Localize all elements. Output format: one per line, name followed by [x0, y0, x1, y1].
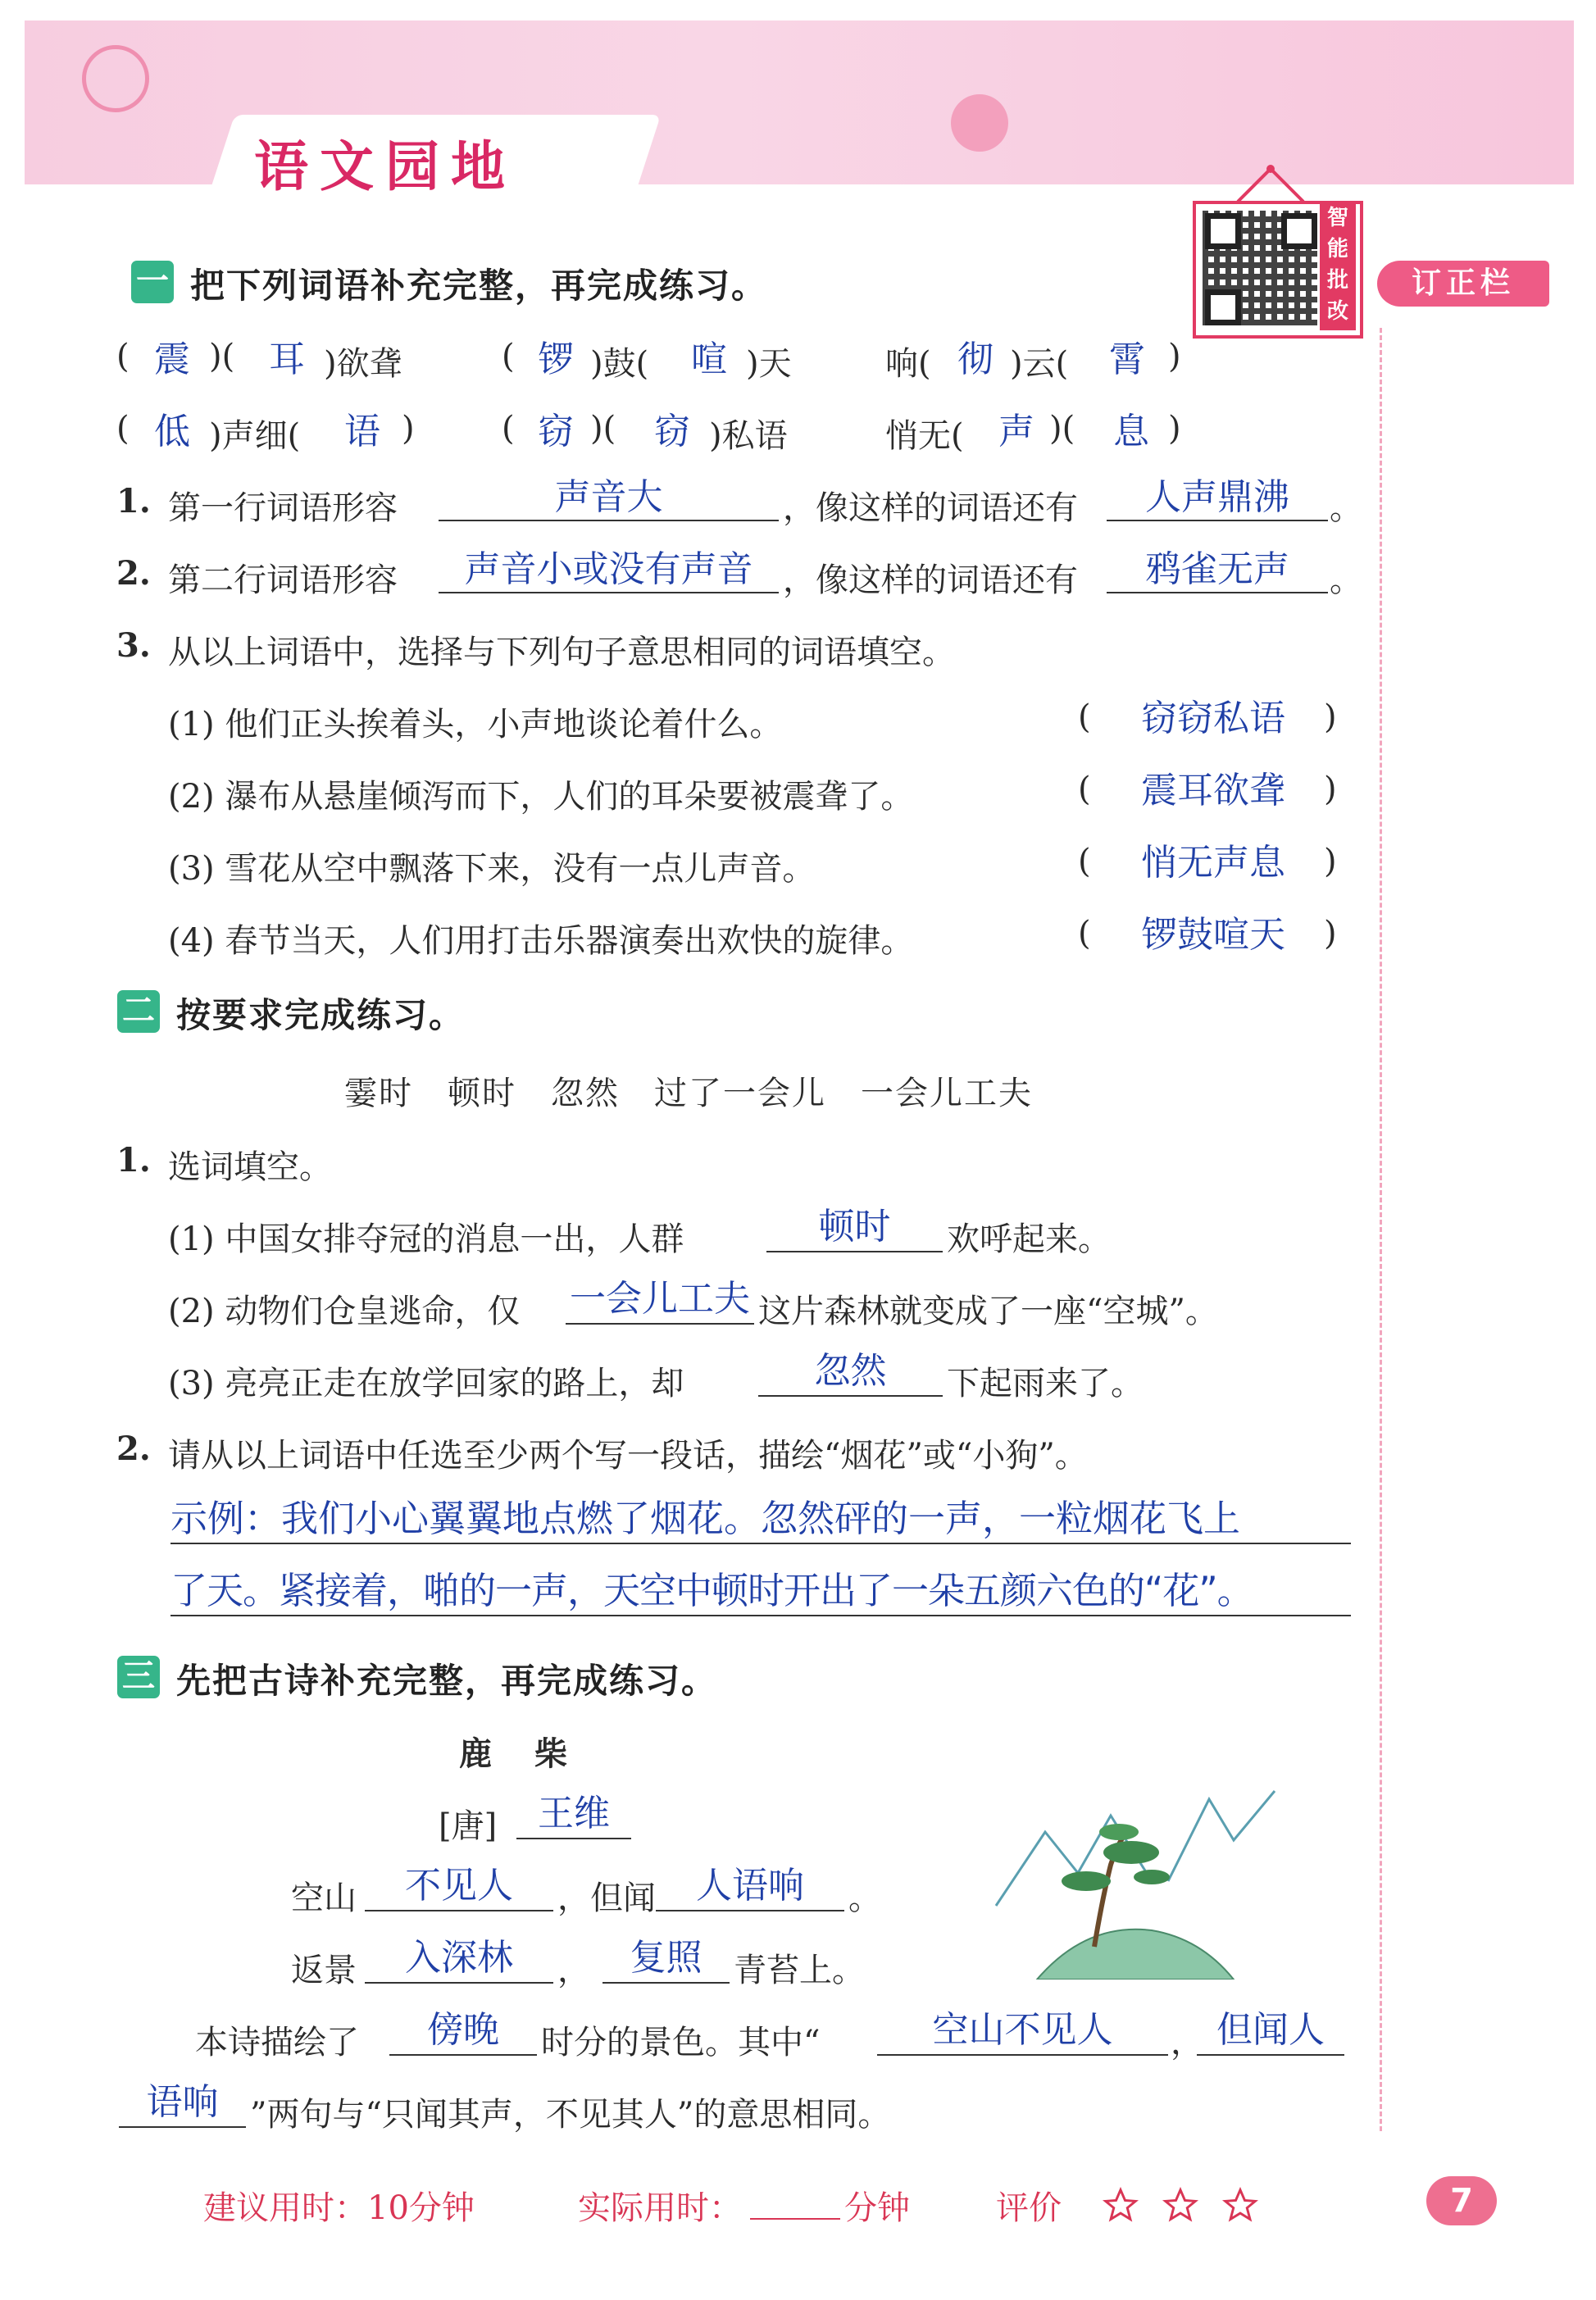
actual-time-unit: 分钟 — [844, 2189, 910, 2227]
qr-corner-icon — [1205, 289, 1241, 325]
section-title: 先把古诗补充完整，再完成练习。 — [176, 1661, 718, 1701]
poem-text: ， — [557, 1952, 590, 1989]
answer-blank[interactable] — [1197, 2054, 1344, 2056]
sentence: (1) 他们正头挨着头，小声地谈论着什么。 — [168, 706, 783, 743]
answer-text: 声音大 — [554, 476, 663, 518]
answer-char: 震 — [154, 339, 190, 380]
idiom-text: )( — [590, 410, 616, 448]
paren: ) — [402, 410, 415, 448]
paren: ( — [116, 338, 130, 375]
paren: ) — [1324, 915, 1337, 952]
answer-blank[interactable] — [365, 1910, 553, 1911]
answer-blank[interactable] — [877, 2054, 1168, 2056]
paren: ( — [502, 338, 515, 375]
star-icon[interactable] — [1103, 2187, 1139, 2223]
answer-text: 一会儿工夫 — [570, 1278, 750, 1320]
poem-author: 王维 — [538, 1793, 610, 1834]
section-badge: 三 — [117, 1656, 160, 1698]
answer-text: 窃窃私语 — [1141, 698, 1285, 739]
qr-label-char: 改 — [1326, 299, 1348, 324]
poem-text: ，但闻 — [557, 1880, 656, 1917]
answer-char: 彻 — [957, 339, 994, 380]
suggested-time: 建议用时：10分钟 — [203, 2189, 475, 2227]
idiom-text: )鼓( — [590, 345, 649, 383]
poem-dynasty: [唐] — [439, 1807, 498, 1845]
poem-title: 鹿 柴 — [459, 1735, 572, 1773]
answer-blank[interactable] — [758, 1395, 943, 1397]
qr-corner-icon — [1281, 213, 1317, 249]
answer-paragraph-line: 了天。紧接着，啪的一声，天空中顿时开出了一朵五颜六色的“花”。 — [171, 1569, 1253, 1612]
answer-text: 鸦雀无声 — [1145, 548, 1289, 590]
paren: ) — [1324, 770, 1337, 808]
poem-text: 返景 — [291, 1952, 357, 1989]
hanger-icon — [1234, 164, 1307, 203]
answer-char: 喧 — [691, 339, 727, 380]
section-badge: 二 — [117, 990, 160, 1033]
writing-line[interactable] — [171, 1615, 1351, 1616]
punctuation: 。 — [848, 1880, 881, 1917]
question-text: 第二行词语形容 — [168, 561, 398, 599]
question-text: 第一行词语形容 — [168, 489, 398, 527]
answer-char: 霄 — [1109, 339, 1145, 380]
idiom-text: 响( — [885, 345, 931, 383]
answer-text: 人声鼎沸 — [1145, 476, 1289, 518]
idiom-text: )欲聋 — [324, 345, 402, 383]
answer-char: 语 — [344, 411, 380, 452]
answer-text: 悄无声息 — [1141, 842, 1285, 884]
answer-char: 声 — [998, 411, 1034, 452]
answer-char: 息 — [1113, 411, 1149, 452]
sentence: (4) 春节当天，人们用打击乐器演奏出欢快的旋律。 — [168, 922, 914, 960]
answer-blank[interactable] — [119, 2126, 246, 2128]
question-number: 3. — [116, 626, 151, 665]
answer-text: 空山不见人 — [932, 2009, 1113, 2051]
answer-text: 锣鼓喧天 — [1141, 914, 1285, 956]
answer-char: 窃 — [654, 411, 690, 452]
answer-text: 但闻人 — [1216, 2009, 1325, 2051]
question-text: 时分的景色。其中“ — [541, 2024, 821, 2061]
paren: ( — [1078, 915, 1091, 952]
answer-blank[interactable] — [389, 2054, 537, 2056]
landscape-illustration-icon — [988, 1783, 1283, 1980]
answer-blank[interactable] — [365, 1982, 553, 1984]
paren: ) — [1324, 843, 1337, 880]
answer-blank[interactable] — [566, 1323, 754, 1325]
question-text: ，像这样的词语还有 — [783, 561, 1078, 599]
decorative-ring-icon — [82, 45, 149, 112]
writing-line[interactable] — [171, 1543, 1351, 1544]
answer-text: 入深林 — [405, 1937, 513, 1979]
section-badge: 一 — [131, 261, 174, 303]
idiom-text: )声细( — [209, 417, 301, 455]
question-number: 2. — [116, 1430, 151, 1468]
paren: ( — [1078, 770, 1091, 808]
answer-char: 锣 — [538, 339, 574, 380]
paren: )( — [209, 338, 235, 375]
idiom-text: 悄无( — [885, 417, 964, 455]
paren: ) — [1168, 338, 1181, 375]
answer-text: 震耳欲聋 — [1141, 770, 1285, 811]
question-text: ，像这样的词语还有 — [783, 489, 1078, 527]
rating-label: 评价 — [996, 2189, 1062, 2227]
sentence: 下起雨来了。 — [947, 1365, 1144, 1402]
answer-blank[interactable] — [602, 1982, 730, 1984]
answer-blank[interactable] — [656, 1910, 844, 1911]
answer-text: 傍晚 — [427, 2009, 499, 2051]
question-number: 1. — [116, 482, 151, 520]
poem-text: 空山 — [291, 1880, 357, 1917]
word-bank: 霎时 顿时 忽然 过了一会儿 一会儿工夫 — [344, 1075, 1033, 1112]
sentence: (2) 动物们仓皇逃命，仅 — [168, 1293, 521, 1330]
poem-text: 青苔上。 — [734, 1952, 865, 1989]
qr-label-char: 智 — [1326, 206, 1348, 230]
decorative-dot-icon — [951, 94, 1008, 152]
question-text: 从以上词语中，选择与下列句子意思相同的词语填空。 — [168, 634, 955, 671]
answer-text: 忽然 — [814, 1350, 887, 1392]
question-text: 本诗描绘了 — [195, 2024, 359, 2061]
question-text: ”两句与“只闻其声，不见其人”的意思相同。 — [250, 2096, 891, 2134]
answer-blank[interactable] — [1107, 592, 1328, 593]
paren: ( — [1078, 698, 1091, 736]
answer-char: 耳 — [269, 339, 305, 380]
question-number: 2. — [116, 554, 151, 593]
star-icon[interactable] — [1222, 2187, 1258, 2223]
qr-label-char: 批 — [1326, 268, 1348, 293]
qr-corner-icon — [1205, 213, 1241, 249]
paren: ) — [1324, 698, 1337, 736]
star-icon[interactable] — [1162, 2187, 1198, 2223]
page-title: 语文园地 — [254, 135, 516, 198]
punctuation: 。 — [1330, 489, 1362, 527]
idiom-text: )私语 — [709, 417, 788, 455]
sentence: (1) 中国女排夺冠的消息一出，人群 — [168, 1220, 684, 1258]
sentence: (2) 瀑布从悬崖倾泻而下，人们的耳朵要被震聋了。 — [168, 778, 914, 816]
page-number: 7 — [1426, 2176, 1497, 2225]
question-number: 1. — [116, 1141, 151, 1180]
correction-column-divider — [1380, 328, 1382, 2131]
answer-text: 不见人 — [405, 1865, 513, 1907]
answer-char: 低 — [154, 411, 190, 452]
idiom-text: )天 — [746, 345, 792, 383]
question-text: 请从以上词语中任选至少两个写一段话，描绘“烟花”或“小狗”。 — [168, 1437, 1088, 1475]
qr-label-char: 能 — [1326, 237, 1348, 261]
answer-text: 人语响 — [696, 1865, 804, 1907]
sentence: 欢呼起来。 — [947, 1220, 1111, 1258]
sentence: (3) 亮亮正走在放学回家的路上，却 — [168, 1365, 684, 1402]
answer-blank[interactable] — [516, 1838, 631, 1839]
answer-text: 顿时 — [818, 1206, 891, 1248]
answer-blank[interactable] — [1107, 520, 1328, 521]
paren: ( — [116, 410, 130, 448]
section-title: 按要求完成练习。 — [176, 995, 466, 1035]
punctuation: 。 — [1330, 561, 1362, 599]
actual-time-blank[interactable] — [750, 2218, 840, 2220]
answer-blank[interactable] — [439, 520, 779, 521]
answer-char: 窃 — [538, 411, 574, 452]
answer-text: 复照 — [630, 1937, 703, 1979]
answer-text: 声音小或没有声音 — [464, 548, 753, 590]
actual-time-label: 实际用时： — [578, 2189, 742, 2227]
punctuation: ， — [1171, 2024, 1203, 2061]
section-title: 把下列词语补充完整，再完成练习。 — [190, 266, 768, 306]
paren: ( — [1078, 843, 1091, 880]
paren: ( — [502, 410, 515, 448]
answer-text: 语响 — [146, 2081, 219, 2123]
sentence: 这片森林就变成了一座“空城”。 — [758, 1293, 1218, 1330]
paren: ) — [1168, 410, 1181, 448]
answer-paragraph-line: 示例：我们小心翼翼地点燃了烟花。忽然砰的一声，一粒烟花飞上 — [171, 1497, 1241, 1540]
question-text: 选词填空。 — [168, 1148, 332, 1186]
answer-blank[interactable] — [439, 592, 779, 593]
idiom-text: )云( — [1010, 345, 1069, 383]
correction-tab: 订正栏 — [1377, 261, 1549, 307]
answer-blank[interactable] — [766, 1251, 943, 1252]
sentence: (3) 雪花从空中飘落下来，没有一点儿声音。 — [168, 850, 816, 888]
qr-label — [1320, 202, 1356, 330]
idiom-text: )( — [1049, 410, 1075, 448]
